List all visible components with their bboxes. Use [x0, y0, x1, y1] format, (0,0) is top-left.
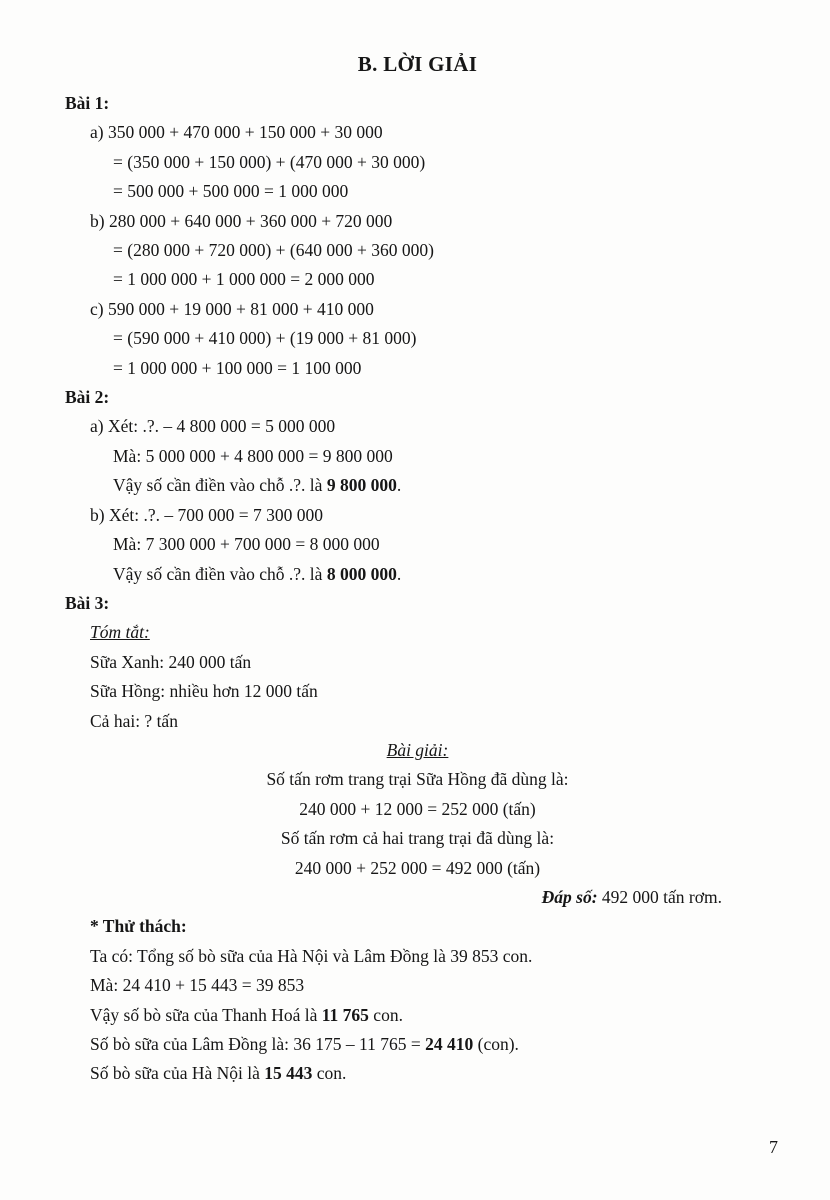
text-segment: Vậy số cần điền vào chỗ .?. là — [113, 475, 327, 496]
page-title: B. LỜI GIẢI — [357, 52, 478, 76]
text-line-step — [65, 1001, 770, 1030]
text-segment: 492 000 tấn rơm. — [601, 886, 722, 907]
text-line-centered — [65, 765, 770, 794]
text-line-step — [65, 912, 770, 941]
text-segment: Bài 1: — [65, 93, 110, 113]
text-line-substep — [65, 265, 770, 294]
text-segment: c) 590 000 + 19 000 + 81 000 + 410 000 — [90, 298, 374, 319]
text-line-centered — [65, 795, 770, 824]
text-segment: Vậy số cần điền vào chỗ .?. là — [113, 563, 327, 584]
document-content — [65, 52, 770, 1089]
text-segment: Số bò sữa của Lâm Đồng là: 36 175 – 11 765 = — [90, 1034, 426, 1054]
text-segment: 15 443 — [264, 1063, 313, 1084]
text-segment: 240 000 + 252 000 = 492 000 (tấn) — [294, 857, 541, 878]
text-line-heading — [65, 383, 770, 412]
text-segment: 11 765 — [321, 1004, 369, 1025]
text-line-centered — [65, 736, 770, 765]
text-segment: = 1 000 000 + 100 000 = 1 100 000 — [113, 357, 362, 378]
text-segment: a) 350 000 + 470 000 + 150 000 + 30 000 — [90, 122, 383, 143]
text-line-substep — [65, 354, 770, 383]
text-line-heading — [65, 589, 770, 618]
text-line-step — [65, 971, 770, 1000]
text-line-centered — [65, 824, 770, 853]
text-line-substep — [65, 530, 770, 559]
text-segment: 8 000 000 — [326, 563, 397, 584]
text-line-heading — [65, 89, 770, 118]
text-line-step — [65, 707, 770, 736]
text-segment: = 1 000 000 + 1 000 000 = 2 000 000 — [113, 269, 375, 290]
text-segment: Cả hai: ? tấn — [90, 710, 178, 731]
text-line-substep — [65, 148, 770, 177]
text-line-step — [65, 677, 770, 706]
text-segment: Đáp số: — [541, 886, 602, 907]
text-segment: Tóm tắt: — [90, 622, 150, 643]
text-line-substep — [65, 442, 770, 471]
text-segment: Sữa Hồng: nhiều hơn 12 000 tấn — [90, 681, 318, 702]
document-body — [65, 89, 770, 1089]
text-line-step — [65, 412, 770, 441]
text-line-step — [65, 1059, 770, 1088]
text-line-substep — [65, 236, 770, 265]
text-segment: Bài giải: — [386, 739, 449, 760]
text-segment: = (280 000 + 720 000) + (640 000 + 360 000) — [113, 240, 434, 261]
text-segment: = (350 000 + 150 000) + (470 000 + 30 000) — [113, 151, 426, 172]
text-line-step — [65, 118, 770, 147]
text-segment: con. — [368, 1004, 403, 1025]
text-segment: = 500 000 + 500 000 = 1 000 000 — [113, 181, 349, 202]
text-line-substep — [65, 560, 770, 589]
text-line-substep — [65, 471, 770, 500]
text-segment: 240 000 + 12 000 = 252 000 (tấn) — [299, 798, 536, 819]
page-number: 7 — [769, 1137, 778, 1157]
text-segment: * Thử thách: — [90, 916, 187, 937]
text-segment: a) Xét: .?. – 4 800 000 = 5 000 000 — [90, 416, 336, 437]
text-segment: Sữa Xanh: 240 000 tấn — [90, 651, 252, 672]
text-segment: Ta có: Tổng số bò sữa của Hà Nội và Lâm Đồng là 39 853 con. — [90, 945, 533, 966]
text-segment: Số tấn rơm trang trại Sữa Hồng đã dùng là: — [266, 769, 569, 790]
text-line-centered — [65, 854, 770, 883]
text-segment: (con). — [473, 1034, 519, 1054]
text-segment: con. — [312, 1063, 347, 1084]
text-line-step — [65, 648, 770, 677]
text-segment: Bài 2: — [65, 387, 110, 408]
text-line-step — [65, 295, 770, 324]
text-line-step — [65, 1030, 770, 1059]
text-segment: Bài 3: — [65, 592, 110, 613]
text-segment: 24 410 — [425, 1034, 474, 1054]
text-segment: Mà: 5 000 000 + 4 800 000 = 9 800 000 — [113, 445, 393, 466]
text-line-step — [65, 618, 770, 647]
text-segment: Mà: 7 300 000 + 700 000 = 8 000 000 — [113, 534, 380, 555]
text-line-answer — [65, 883, 770, 912]
text-segment: b) Xét: .?. – 700 000 = 7 300 000 — [90, 504, 323, 525]
text-line-substep — [65, 177, 770, 206]
text-line-step — [65, 501, 770, 530]
text-line-step — [65, 207, 770, 236]
text-segment: Vậy số bò sữa của Thanh Hoá là — [90, 1004, 322, 1025]
text-segment: = (590 000 + 410 000) + (19 000 + 81 000) — [113, 328, 417, 349]
text-segment: 9 800 000 — [326, 475, 397, 496]
text-segment: b) 280 000 + 640 000 + 360 000 + 720 000 — [90, 210, 393, 231]
text-segment: Số bò sữa của Hà Nội là — [90, 1063, 265, 1084]
text-segment: . — [396, 475, 402, 496]
text-segment: Số tấn rơm cả hai trang trại đã dùng là: — [280, 828, 555, 849]
text-segment: . — [396, 563, 402, 584]
text-line-substep — [65, 324, 770, 353]
text-segment: Mà: 24 410 + 15 443 = 39 853 — [90, 975, 305, 996]
text-line-step — [65, 942, 770, 971]
